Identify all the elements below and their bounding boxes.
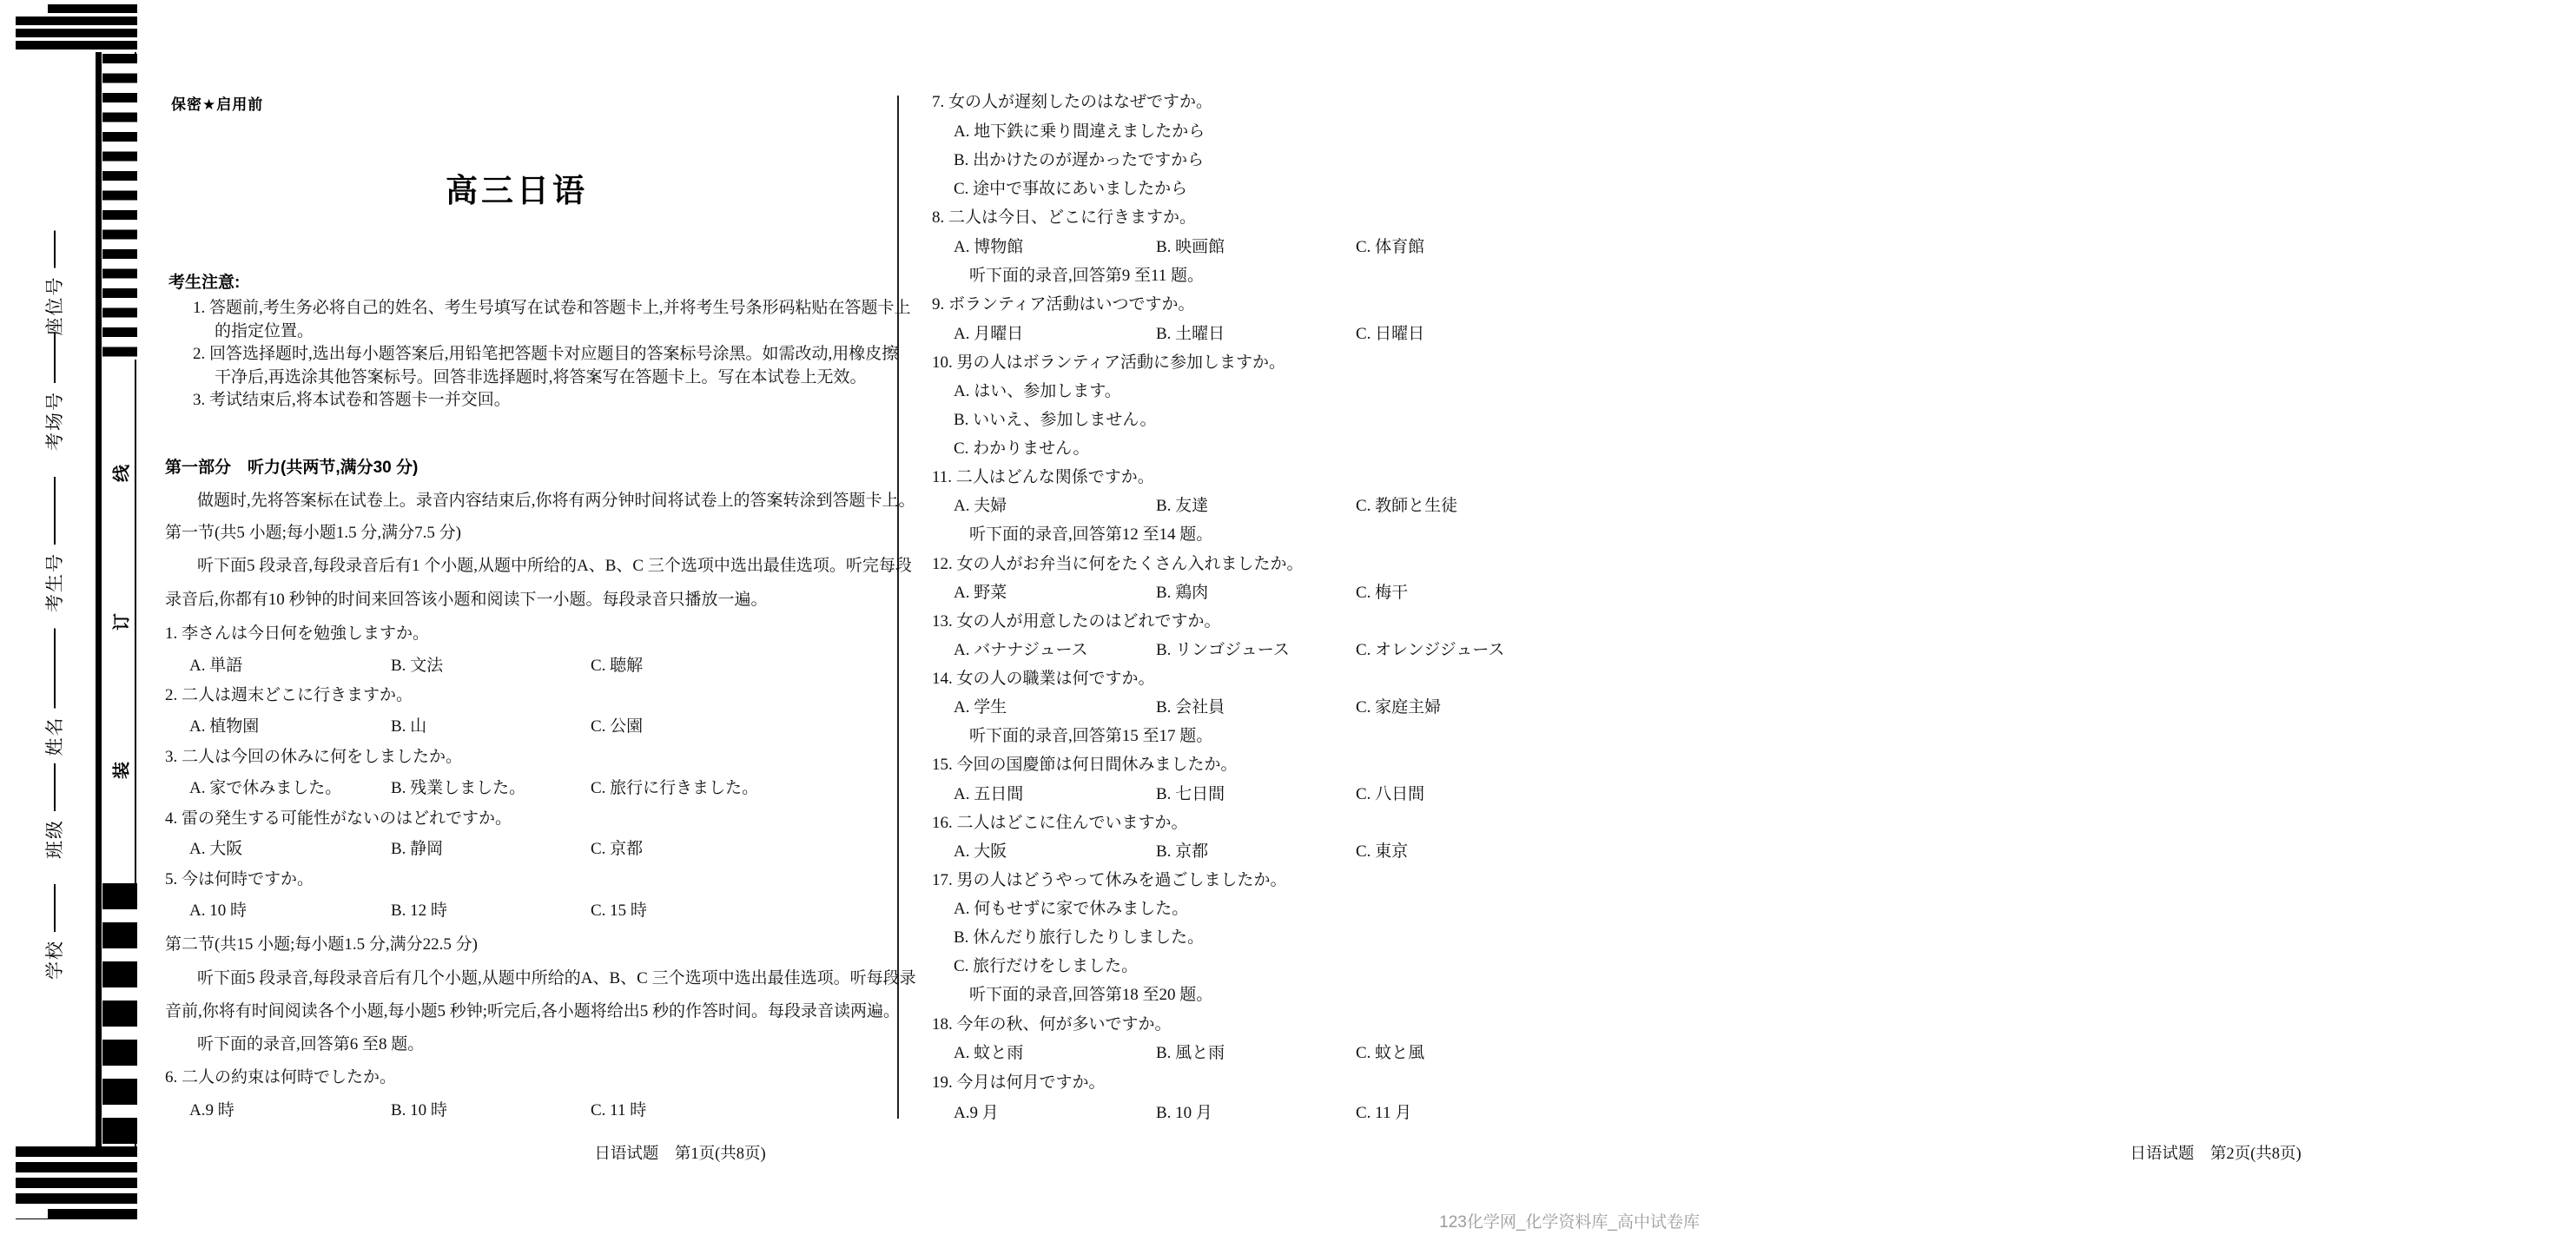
- paragraph-line: 听下面5 段录音,每段录音后有1 个小题,从题中所给的A、B、C 三个选项中选出最佳选项。听完每段: [197, 557, 912, 575]
- option-c: C. 公園: [591, 717, 644, 736]
- option-b: B. 友達: [1156, 497, 1209, 515]
- option-a: A. 単語: [189, 657, 243, 675]
- option-c: C. 日曜日: [1356, 325, 1425, 343]
- option-b: B. 残業しました。: [391, 779, 526, 797]
- option-c: C. 東京: [1356, 842, 1409, 861]
- paragraph-line: 做题时,先将答案标在试卷上。录音内容结束后,你将有两分钟时间将试卷上的答案转涂到答题卡上。: [197, 492, 915, 510]
- barcode-notch: [16, 4, 48, 14]
- option-line: C. 途中で事故にあいましたから: [954, 180, 1188, 198]
- section-heading: 考生注意:: [168, 274, 241, 292]
- timing-marks-lower: [102, 883, 137, 1144]
- option-a: A. 学生: [954, 698, 1007, 717]
- page-divider-line: [897, 96, 899, 1119]
- page-1: [165, 0, 916, 1235]
- option-line: A. 地下鉄に乗り間違えましたから: [954, 122, 1205, 141]
- barcode-notch: [16, 1209, 48, 1218]
- page-1-footer: 日语试题 第1页(共8页): [594, 1146, 766, 1163]
- option-b: B. 静岡: [391, 840, 444, 858]
- section-line: 音前,你将有时间阅读各个小题,每小题5 秒钟;听完后,各小题将给出5 秒的作答时间。每段录音读两遍。: [165, 1002, 901, 1020]
- option-a: A. 10 時: [189, 901, 247, 920]
- option-b: B. 山: [391, 717, 427, 736]
- option-line: A. 何もせずに家で休みました。: [954, 900, 1189, 918]
- option-a: A.9 時: [189, 1101, 234, 1119]
- paragraph-line: 听下面的录音,回答第6 至8 题。: [197, 1035, 425, 1053]
- option-a: A. 家で休みました。: [189, 779, 342, 797]
- seal-label-5: [41, 763, 67, 859]
- seal-label-text: 学校: [44, 940, 65, 980]
- fill-in-blank-line: [53, 477, 56, 545]
- section-line: 第一节(共5 小题;每小题1.5 分,满分7.5 分): [165, 524, 461, 542]
- option-line: C. わかりません。: [954, 439, 1090, 458]
- question-line: 10. 男の人はボランティア活動に参加しますか。: [932, 353, 1285, 372]
- paragraph-line: 听下面5 段录音,每段录音后有几个小题,从题中所给的A、B、C 三个选项中选出最佳选项。听每段录: [197, 969, 916, 987]
- question-line: 15. 今回の国慶節は何日間休みましたか。: [932, 756, 1238, 774]
- option-c: C. 梅干: [1356, 584, 1409, 602]
- question-line: 8. 二人は今日、どこに行きますか。: [932, 208, 1197, 227]
- section-heading: 第一部分 听力(共两节,满分30 分): [165, 459, 419, 477]
- option-b: B. 映画館: [1156, 238, 1225, 256]
- option-c: C. 家庭主婦: [1356, 698, 1442, 717]
- question-line: 18. 今年の秋、何が多いですか。: [932, 1015, 1172, 1034]
- option-a: A. 大阪: [189, 840, 243, 858]
- seal-label-text: 考生号: [44, 552, 65, 612]
- option-c: C. 京都: [591, 840, 644, 858]
- option-c: C. 聴解: [591, 657, 644, 675]
- option-line: B. いいえ、参加しません。: [954, 411, 1157, 429]
- binding-label-3: 装: [112, 762, 132, 779]
- paragraph-line: 听下面的录音,回答第18 至20 题。: [969, 986, 1213, 1004]
- option-a: A. 月曜日: [954, 325, 1024, 343]
- fill-in-blank-line: [53, 629, 56, 709]
- seal-label-text: 考场号: [44, 391, 65, 451]
- question-line: 13. 女の人が用意したのはどれですか。: [932, 612, 1221, 631]
- option-b: B. 12 時: [391, 901, 447, 920]
- seal-label-2: [41, 333, 67, 451]
- option-a: A. バナナジュース: [954, 641, 1088, 659]
- binding-label-1: 线: [112, 465, 132, 482]
- option-b: B. 鶏肉: [1156, 584, 1209, 602]
- option-b: B. 七日間: [1156, 785, 1225, 803]
- option-b: B. リンゴジュース: [1156, 641, 1290, 659]
- fill-in-blank-line: [53, 763, 56, 811]
- option-c: C. 旅行に行きました。: [591, 779, 759, 797]
- seal-label-4: [41, 629, 67, 756]
- page-2: [928, 0, 2302, 1235]
- seal-label-3: [41, 477, 67, 612]
- notice-item: 3. 考试结束后,将本试卷和答题卡一并交回。: [193, 391, 511, 409]
- question-line: 17. 男の人はどうやって休みを過ごしましたか。: [932, 871, 1287, 889]
- option-a: A. 夫婦: [954, 497, 1007, 515]
- question-line: 5. 今は何時ですか。: [165, 870, 314, 888]
- option-line: B. 休んだり旅行したりしました。: [954, 928, 1205, 947]
- option-b: B. 風と雨: [1156, 1044, 1225, 1062]
- section-line: 第二节(共15 小题;每小题1.5 分,满分22.5 分): [165, 935, 478, 954]
- secrecy-notice: 保密★启用前: [171, 96, 264, 113]
- question-line: 19. 今月は何月ですか。: [932, 1073, 1106, 1092]
- question-line: 2. 二人は週末どこに行きますか。: [165, 686, 413, 704]
- fill-in-blank-line: [53, 231, 56, 268]
- option-a: A. 植物園: [189, 717, 260, 736]
- option-c: C. 蚊と風: [1356, 1044, 1425, 1062]
- question-line: 14. 女の人の職業は何ですか。: [932, 670, 1155, 688]
- binding-label-2: 订: [112, 613, 132, 631]
- option-c: C. 教師と生徒: [1356, 497, 1458, 515]
- option-c: C. 11 時: [591, 1101, 647, 1119]
- notice-item: 2. 回答选择题时,选出每小题答案后,用铅笔把答题卡对应题目的答案标号涂黑。如需改动,用橡皮擦: [193, 345, 899, 363]
- option-a: A. 大阪: [954, 842, 1007, 861]
- option-b: B. 文法: [391, 657, 444, 675]
- question-line: 4. 雷の発生する可能性がないのはどれですか。: [165, 809, 512, 828]
- fill-in-blank-line: [53, 884, 56, 932]
- question-line: 1. 李さんは今日何を勉強しますか。: [165, 624, 430, 643]
- paragraph-line: 听下面的录音,回答第12 至14 题。: [969, 525, 1213, 544]
- option-b: B. 京都: [1156, 842, 1209, 861]
- notice-item-wrap: 干净后,再选涂其他答案标号。回答非选择题时,将答案写在答题卡上。写在本试卷上无效。: [215, 368, 867, 386]
- option-b: B. 10 時: [391, 1101, 447, 1119]
- paragraph-line: 听下面的录音,回答第9 至11 题。: [969, 267, 1205, 285]
- option-c: C. 体育館: [1356, 238, 1425, 256]
- notice-item-wrap: 的指定位置。: [215, 322, 314, 340]
- option-a: A. 蚊と雨: [954, 1044, 1024, 1062]
- option-line: B. 出かけたのが遅かったですから: [954, 151, 1205, 169]
- option-c: C. オレンジジュース: [1356, 641, 1505, 659]
- option-b: B. 会社員: [1156, 698, 1225, 717]
- paragraph-line: 听下面的录音,回答第15 至17 题。: [969, 727, 1213, 745]
- option-a: A. 野菜: [954, 584, 1007, 602]
- option-b: B. 土曜日: [1156, 325, 1225, 343]
- option-c: C. 11 月: [1356, 1104, 1412, 1122]
- option-a: A. 博物館: [954, 238, 1024, 256]
- question-line: 16. 二人はどこに住んでいますか。: [932, 814, 1188, 832]
- question-line: 9. ボランティア活動はいつですか。: [932, 295, 1195, 314]
- site-watermark: 123化学网_化学资料库_高中试卷库: [1439, 1213, 1700, 1232]
- option-b: B. 10 月: [1156, 1104, 1212, 1122]
- section-line: 录音后,你都有10 秒钟的时间来回答该小题和阅读下一小题。每段录音只播放一遍。: [165, 591, 768, 609]
- question-line: 11. 二人はどんな関係ですか。: [932, 468, 1154, 486]
- seal-label-text: 姓名: [44, 716, 65, 756]
- fill-in-blank-line: [53, 333, 56, 383]
- option-c: C. 八日間: [1356, 785, 1425, 803]
- question-line: 12. 女の人がお弁当に何をたくさん入れましたか。: [932, 555, 1304, 573]
- notice-item: 1. 答题前,考生务必将自己的姓名、考生号填写在试卷和答题卡上,并将考生号条形码粘贴在答题卡上: [193, 299, 911, 317]
- option-line: A. はい、参加します。: [954, 382, 1121, 400]
- option-c: C. 15 時: [591, 901, 647, 920]
- seal-line-thick: [96, 52, 102, 1146]
- option-a: A.9 月: [954, 1104, 999, 1122]
- option-a: A. 五日間: [954, 785, 1024, 803]
- question-line: 7. 女の人が遅刻したのはなぜですか。: [932, 93, 1213, 111]
- seal-label-6: [41, 884, 67, 980]
- seal-label-text: 座位号: [44, 275, 65, 336]
- exam-title: 高三日语: [446, 173, 588, 208]
- option-line: C. 旅行だけをしました。: [954, 957, 1139, 975]
- seal-label-text: 班级: [44, 819, 65, 859]
- question-line: 6. 二人の約束は何時でしたか。: [165, 1068, 397, 1086]
- question-line: 3. 二人は今回の休みに何をしましたか。: [165, 748, 463, 766]
- page-2-footer: 日语试题 第2页(共8页): [2130, 1146, 2302, 1163]
- seal-label-1: [41, 231, 67, 336]
- timing-marks-upper: [102, 54, 137, 360]
